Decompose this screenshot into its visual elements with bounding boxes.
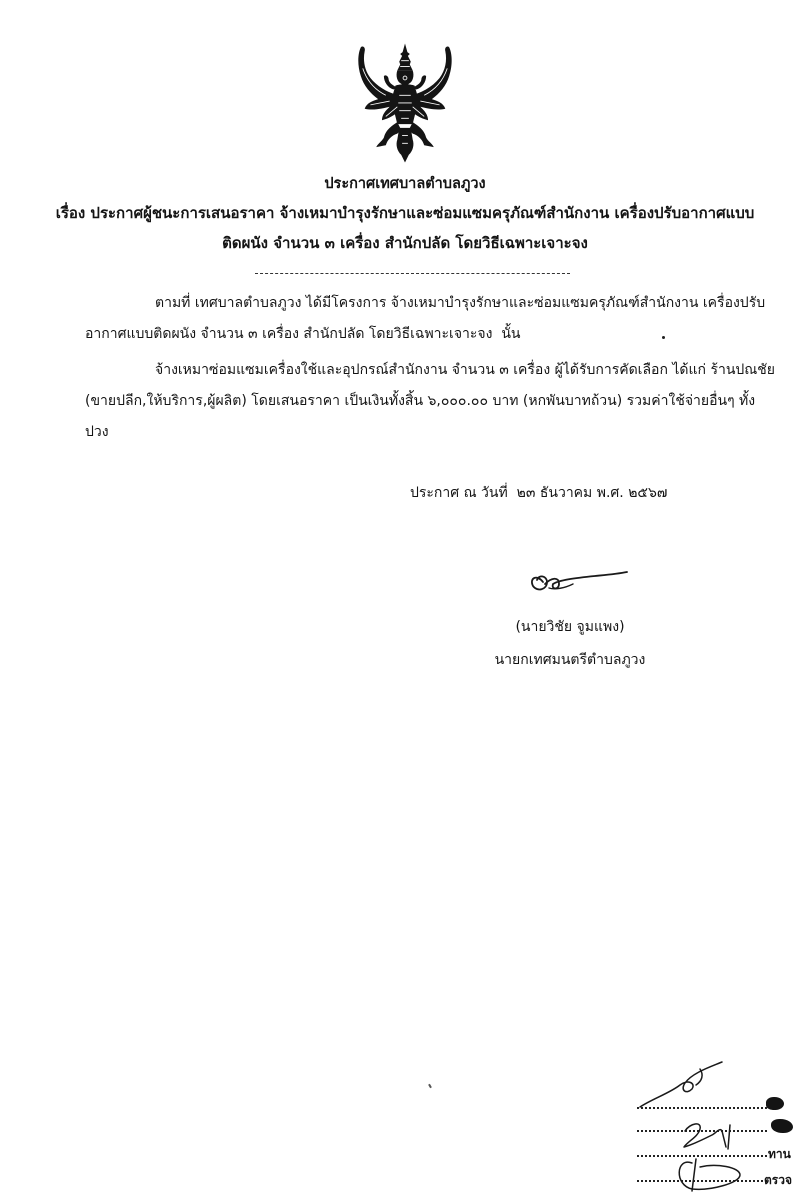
subject-line: ติดผนัง จำนวน ๓ เครื่อง สำนักปลัด โดยวิธีเฉพาะเจาะจง bbox=[222, 234, 588, 252]
handwritten-initials bbox=[630, 1055, 800, 1192]
handwritten-signature bbox=[525, 560, 630, 600]
subject-heading bbox=[40, 198, 770, 258]
signatory-position: นายกเทศมนตรีตำบลภูวง bbox=[494, 652, 646, 668]
separator-rule bbox=[255, 273, 570, 274]
paragraph-line: ปวง bbox=[85, 424, 109, 440]
paragraph-line: (ขายปลีก,ให้บริการ,ผู้ผลิต) โดยเสนอราคา เป็นเงินทั้งสิ้น ๖,๐๐๐.๐๐ บาท (หกพันบาทถ้วน) รวมค่าใช้จ่ายอื่นๆ ทั้ง bbox=[85, 393, 756, 409]
announcement-date: ประกาศ ณ วันที่ ๒๓ ธันวาคม พ.ศ. ๒๕๖๗ bbox=[410, 485, 668, 501]
paragraph bbox=[85, 355, 775, 448]
initial-label-check: ตรวจ bbox=[764, 1173, 793, 1187]
document-title: ประกาศเทศบาลตำบลภูวง bbox=[324, 176, 486, 192]
subject-line: เรื่อง ประกาศผู้ชนะการเสนอราคา จ้างเหมาบำรุงรักษาและซ่อมแซมครุภัณฑ์สำนักงาน เครื่องปรับอากาศแบบ bbox=[55, 204, 755, 222]
paragraph-line: อากาศแบบติดผนัง จำนวน ๓ เครื่อง สำนักปลัด โดยวิธีเฉพาะเจาะจง นั้น bbox=[85, 326, 521, 342]
announcement-body bbox=[85, 288, 775, 448]
garuda-emblem-icon bbox=[357, 38, 453, 166]
paragraph bbox=[85, 288, 775, 350]
initial-label-review: ทาน bbox=[768, 1147, 791, 1161]
paragraph-line: ตามที่ เทศบาลตำบลภูวง ได้มีโครงการ จ้างเหมาบำรุงรักษาและซ่อมแซมครุภัณฑ์สำนักงาน เครื่องปรับ bbox=[155, 295, 766, 311]
paragraph-line: จ้างเหมาซ่อมแซมเครื่องใช้และอุปกรณ์สำนักงาน จำนวน ๓ เครื่อง ผู้ได้รับการคัดเลือก ได้แก่ ร้านปณชัย bbox=[155, 362, 775, 378]
initials-block bbox=[630, 1055, 800, 1192]
signatory-name: (นายวิชัย จูมแพง) bbox=[515, 619, 625, 635]
ink-speck bbox=[662, 336, 665, 339]
ink-speck bbox=[428, 1084, 432, 1088]
